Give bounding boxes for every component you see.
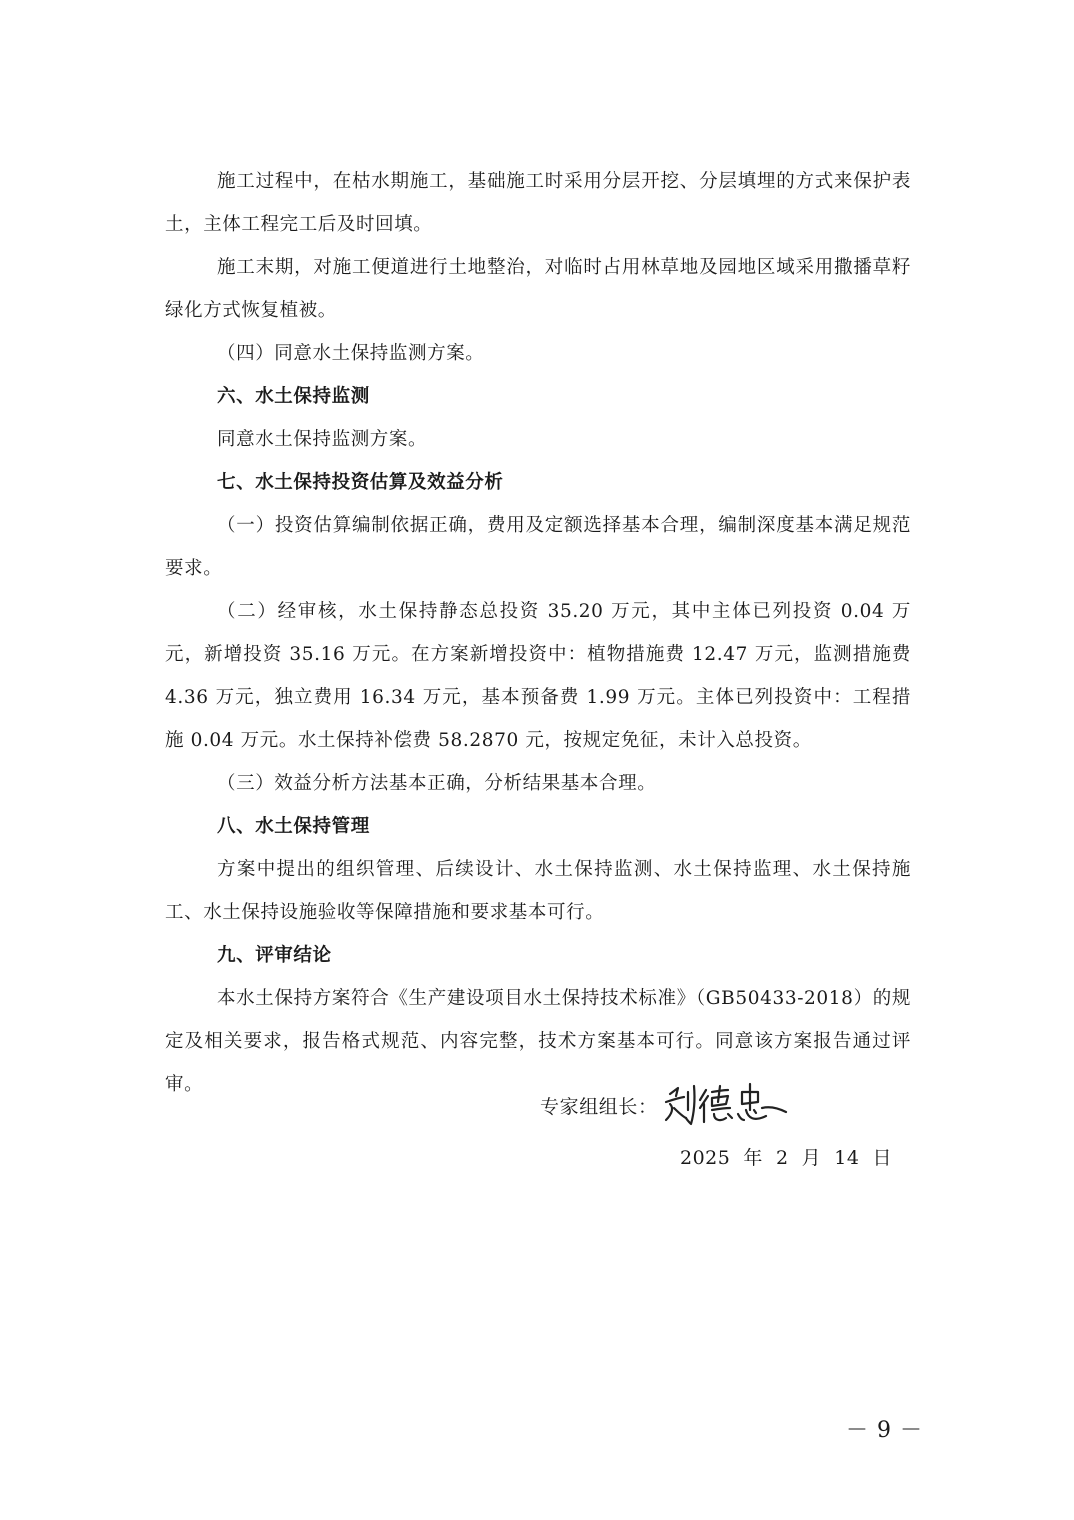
paragraph: （三）效益分析方法基本正确，分析结果基本合理。 [217, 773, 657, 794]
paragraph: （四）同意水土保持监测方案。 [217, 343, 485, 364]
paragraph: 同意水土保持监测方案。 [217, 429, 428, 450]
page-number: － 9 － [846, 1418, 923, 1443]
signature-label: 专家组组长： [540, 1095, 658, 1118]
handwritten-signature [662, 1080, 792, 1130]
paragraph: （一）投资估算编制依据正确，费用及定额选择基本合理，编制深度基本满足规范要求。 [165, 515, 911, 579]
section-heading: 八、水土保持管理 [217, 816, 370, 837]
paragraph: 方案中提出的组织管理、后续设计、水土保持监测、水土保持监理、水土保持施工、水土保持设施验收等保障措施和要求基本可行。 [165, 859, 911, 923]
signature-block [540, 1080, 792, 1130]
section-heading: 九、评审结论 [217, 945, 332, 966]
section-heading: 六、水土保持监测 [217, 386, 370, 407]
paragraph: 施工末期，对施工便道进行土地整治，对临时占用林草地及园地区域采用撒播草籽绿化方式恢复植被。 [165, 257, 911, 321]
section-heading: 七、水土保持投资估算及效益分析 [217, 472, 504, 493]
signature-date: 2025 年 2 月 14 日 [680, 1147, 893, 1169]
document-body [165, 160, 911, 1106]
paragraph: 本水土保持方案符合《生产建设项目水土保持技术标准》（GB50433-2018）的规定及相关要求，报告格式规范、内容完整，技术方案基本可行。同意该方案报告通过评审。 [165, 988, 911, 1095]
paragraph: 施工过程中，在枯水期施工，基础施工时采用分层开挖、分层填埋的方式来保护表土，主体工程完工后及时回填。 [165, 171, 911, 235]
paragraph: （二）经审核，水土保持静态总投资 35.20 万元，其中主体已列投资 0.04 万元，新增投资 35.16 万元。在方案新增投资中：植物措施费 12.47 万元，监测措施费 4.36 万元，独立费用 16.34 万元，基本预备费 1.99 万元。主体已列投资中：工程措施 0.04 万元。水土保持补偿费 58.2870 元，按规定免征，未计入总投资。 [165, 601, 911, 751]
